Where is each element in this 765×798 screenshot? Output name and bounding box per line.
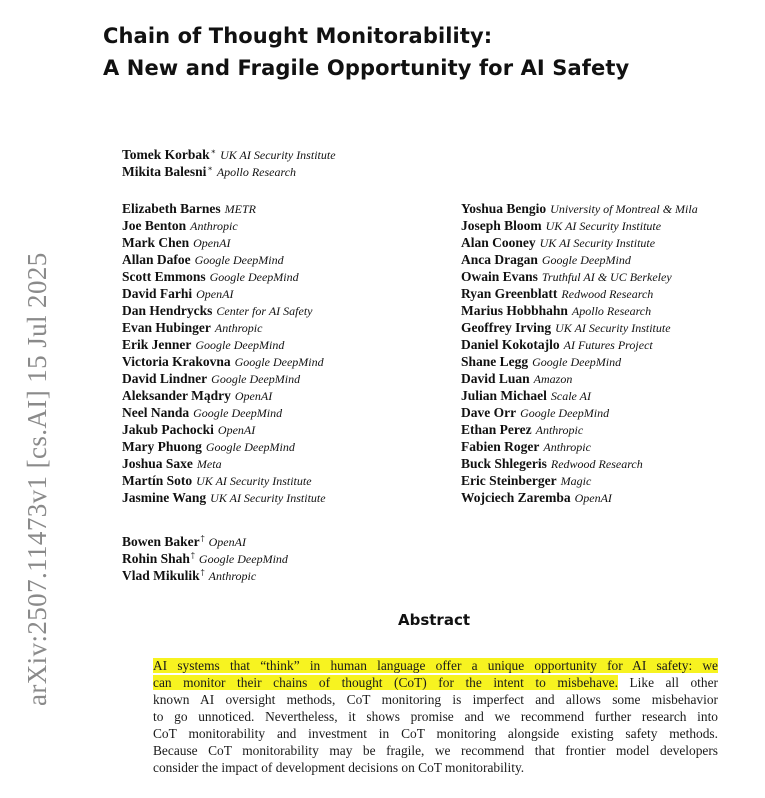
highlighted-text: can monitor their chains of thought (CoT) for the intent to misbehave. — [153, 675, 618, 690]
author-affiliation: Anthropic — [535, 423, 584, 437]
author-affiliation: Redwood Research — [561, 287, 654, 301]
author-entry — [122, 234, 326, 251]
author-affiliation: Anthropic — [190, 219, 238, 233]
author-name: Wojciech Zaremba — [461, 490, 571, 505]
author-affiliation: Google DeepMind — [205, 440, 295, 454]
author-entry — [122, 353, 326, 370]
title-line-1: Chain of Thought Monitorability: — [103, 24, 493, 48]
author-entry — [122, 404, 326, 421]
abstract-text: Because CoT monitorability may be fragile, we recommend that frontier model developers — [153, 743, 718, 758]
abstract-text: Like all other — [617, 675, 718, 690]
author-entry — [461, 438, 698, 455]
author-entry — [122, 455, 326, 472]
author-entry — [461, 319, 698, 336]
author-entry — [461, 302, 698, 319]
author-entry — [461, 200, 698, 217]
author-name: Marius Hobbhahn — [461, 303, 568, 318]
abstract-heading: Abstract — [397, 611, 471, 629]
author-entry — [122, 370, 326, 387]
author-entry — [122, 387, 326, 404]
author-entry — [122, 302, 326, 319]
author-name: Victoria Krakovna — [122, 354, 231, 369]
author-entry — [122, 564, 288, 581]
abstract-text: consider the impact of development decisions on CoT monitorability. — [153, 760, 525, 775]
author-entry — [461, 268, 698, 285]
author-entry — [122, 438, 326, 455]
author-name: Joseph Bloom — [461, 218, 542, 233]
author-entry — [122, 143, 336, 160]
author-entry — [461, 421, 698, 438]
author-affiliation: Anthropic — [543, 440, 591, 454]
author-name: Elizabeth Barnes — [122, 201, 221, 216]
author-affiliation: Google DeepMind — [193, 406, 283, 420]
author-entry — [461, 455, 698, 472]
author-affiliation: Google DeepMind — [532, 355, 622, 369]
author-affiliation: Truthful AI & UC Berkeley — [541, 270, 672, 284]
author-mark: † — [190, 551, 195, 560]
author-name: Rohin Shah — [122, 551, 190, 566]
author-entry — [122, 217, 326, 234]
author-name: Geoffrey Irving — [461, 320, 552, 335]
author-affiliation: OpenAI — [196, 287, 234, 301]
author-name: Vlad Mikulik — [122, 568, 200, 583]
author-name: Shane Legg — [461, 354, 529, 369]
author-affiliation: OpenAI — [234, 389, 273, 403]
author-affiliation: Google DeepMind — [195, 338, 285, 352]
lead-authors — [122, 143, 336, 177]
author-affiliation: OpenAI — [208, 535, 246, 549]
author-name: David Farhi — [122, 286, 193, 301]
author-entry — [122, 268, 326, 285]
author-affiliation: Anthropic — [208, 569, 257, 583]
author-affiliation: Apollo Research — [571, 304, 652, 318]
author-affiliation: Scale AI — [550, 389, 591, 403]
author-entry — [461, 472, 698, 489]
author-affiliation: Magic — [560, 474, 592, 488]
author-affiliation: Meta — [196, 457, 222, 471]
abstract-body — [153, 657, 718, 776]
author-affiliation: Anthropic — [214, 321, 263, 335]
author-name: Julian Michael — [461, 388, 547, 403]
arxiv-identifier: arXiv:2507.11473v1 [cs.AI] 15 Jul 2025 — [22, 252, 52, 706]
abstract-line — [153, 657, 718, 674]
author-name: David Lindner — [122, 371, 208, 386]
author-affiliation: UK AI Security Institute — [210, 491, 326, 505]
author-mark: ∗ — [207, 164, 213, 173]
author-name: Dan Hendrycks — [122, 303, 213, 318]
author-name: Owain Evans — [461, 269, 538, 284]
author-name: Fabien Roger — [461, 439, 540, 454]
author-name: Dave Orr — [461, 405, 517, 420]
authors-right-column — [461, 200, 698, 506]
abstract-line — [153, 742, 718, 759]
author-entry — [122, 200, 326, 217]
author-name: Mikita Balesni — [122, 164, 207, 179]
author-name: Anca Dragan — [461, 252, 538, 267]
author-entry — [122, 285, 326, 302]
author-name: Tomek Korbak — [122, 147, 210, 162]
author-name: Scott Emmons — [122, 269, 206, 284]
author-name: Mark Chen — [122, 235, 190, 250]
author-affiliation: Google DeepMind — [520, 406, 610, 420]
highlighted-text: AI systems that “think” in human language offer a unique opportunity for AI safety: we — [153, 658, 718, 673]
author-entry — [122, 336, 326, 353]
author-affiliation: Google DeepMind — [194, 253, 284, 267]
abstract-text: to go unnoticed. Nevertheless, it shows promise and we recommend further research into — [153, 709, 718, 724]
author-entry — [122, 547, 288, 564]
author-affiliation: UK AI Security Institute — [545, 219, 662, 233]
author-name: Eric Steinberger — [461, 473, 557, 488]
abstract-text: known AI oversight methods, CoT monitoring is imperfect and allows some misbehavior — [153, 692, 718, 707]
author-entry — [461, 370, 698, 387]
author-affiliation: Google DeepMind — [234, 355, 324, 369]
author-affiliation: Google DeepMind — [541, 253, 631, 267]
author-entry — [122, 251, 326, 268]
author-entry — [461, 285, 698, 302]
author-name: Neel Nanda — [122, 405, 190, 420]
author-affiliation: Apollo Research — [216, 165, 297, 179]
abstract-text: CoT monitorability and investment in CoT monitoring alongside existing safety methods. — [153, 726, 718, 741]
author-affiliation: METR — [224, 202, 256, 216]
author-name: Bowen Baker — [122, 534, 200, 549]
author-entry — [461, 251, 698, 268]
abstract-line — [153, 708, 718, 725]
author-name: Aleksander Mądry — [122, 388, 231, 403]
author-name: Martín Soto — [122, 473, 193, 488]
author-name: Joe Benton — [122, 218, 187, 233]
author-name: Evan Hubinger — [122, 320, 211, 335]
author-affiliation: AI Futures Project — [563, 338, 653, 352]
author-entry — [461, 217, 698, 234]
authors-left-column — [122, 200, 326, 506]
author-name: Mary Phuong — [122, 439, 202, 454]
author-entry — [461, 489, 698, 506]
author-affiliation: University of Montreal & Mila — [550, 202, 698, 216]
author-name: Daniel Kokotajlo — [461, 337, 560, 352]
author-name: Buck Shlegeris — [461, 456, 547, 471]
author-name: Ryan Greenblatt — [461, 286, 558, 301]
author-entry — [122, 530, 288, 547]
author-affiliation: OpenAI — [193, 236, 231, 250]
author-affiliation: OpenAI — [217, 423, 256, 437]
author-entry — [461, 387, 698, 404]
author-affiliation: Center for AI Safety — [216, 304, 313, 318]
author-affiliation: UK AI Security Institute — [220, 148, 336, 162]
author-name: Ethan Perez — [461, 422, 532, 437]
author-name: Alan Cooney — [461, 235, 536, 250]
author-name: Allan Dafoe — [122, 252, 191, 267]
author-mark: † — [200, 534, 205, 543]
author-entry — [122, 421, 326, 438]
author-entry — [122, 472, 326, 489]
author-affiliation: UK AI Security Institute — [539, 236, 656, 250]
abstract-line — [153, 674, 718, 691]
author-affiliation: Google DeepMind — [209, 270, 299, 284]
author-affiliation: Amazon — [533, 372, 573, 386]
author-affiliation: Google DeepMind — [211, 372, 301, 386]
paper-title — [103, 20, 629, 84]
author-affiliation: UK AI Security Institute — [196, 474, 312, 488]
author-name: Joshua Saxe — [122, 456, 193, 471]
author-entry — [122, 319, 326, 336]
author-entry — [122, 160, 336, 177]
author-affiliation: OpenAI — [574, 491, 612, 505]
author-name: Yoshua Bengio — [461, 201, 547, 216]
author-entry — [461, 234, 698, 251]
abstract-line — [153, 691, 718, 708]
author-affiliation: UK AI Security Institute — [555, 321, 671, 335]
author-affiliation: Google DeepMind — [198, 552, 288, 566]
author-name: Jakub Pachocki — [122, 422, 214, 437]
author-name: David Luan — [461, 371, 530, 386]
author-name: Jasmine Wang — [122, 490, 207, 505]
title-line-2: A New and Fragile Opportunity for AI Safety — [103, 56, 630, 80]
senior-authors — [122, 530, 288, 581]
author-affiliation: Redwood Research — [550, 457, 643, 471]
author-entry — [461, 353, 698, 370]
author-mark: ∗ — [210, 147, 217, 156]
author-mark: † — [200, 568, 205, 577]
author-entry — [461, 404, 698, 421]
author-name: Erik Jenner — [122, 337, 192, 352]
author-entry — [122, 489, 326, 506]
abstract-line — [153, 725, 718, 742]
author-entry — [461, 336, 698, 353]
abstract-line — [153, 759, 718, 776]
